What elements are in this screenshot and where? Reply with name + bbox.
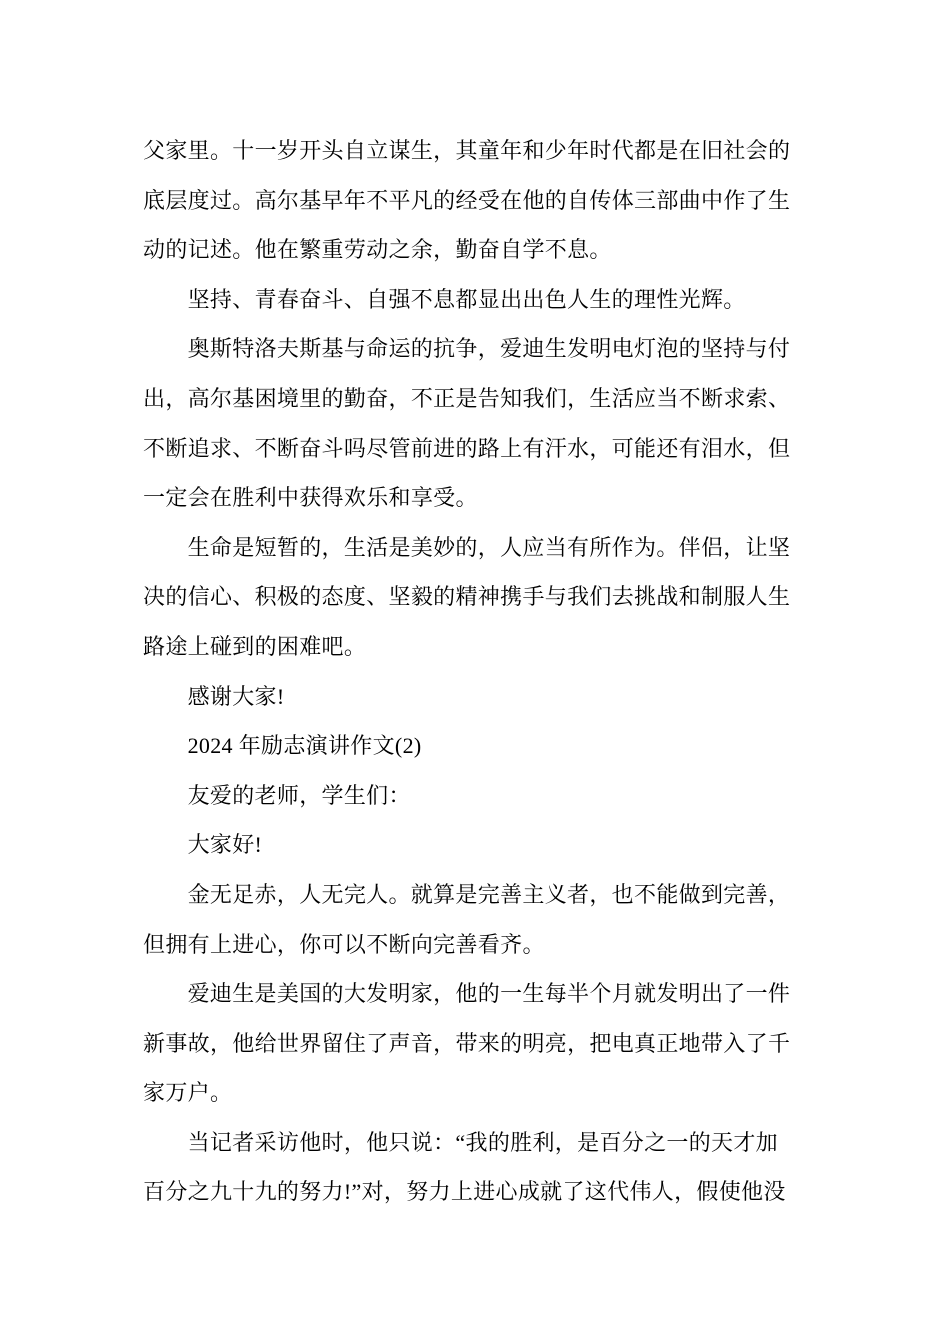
text-line: 2024 年励志演讲作文(2) <box>187 733 422 759</box>
text-line: 家万户。 <box>143 1080 233 1106</box>
paragraph <box>143 870 823 969</box>
salutation-paragraph <box>143 771 823 821</box>
paragraph <box>143 1118 823 1217</box>
text-line: 动的记述。他在繁重劳动之余，勤奋自学不息。 <box>143 237 612 263</box>
document-body <box>143 126 823 1217</box>
paragraph <box>143 324 823 522</box>
text-line: 爱迪生是美国的大发明家，他的一生每半个月就发明出了一件 <box>187 981 791 1007</box>
paragraph <box>143 672 823 722</box>
text-line: 新事故，他给世界留住了声音，带来的明亮，把电真正地带入了千 <box>143 1030 791 1056</box>
text-line: 金无足赤，人无完人。就算是完善主义者，也不能做到完善， <box>187 881 791 907</box>
text-line: 出，高尔基困境里的勤奋，不正是告知我们，生活应当不断求索、 <box>143 385 791 411</box>
text-line: 底层度过。高尔基早年不平凡的经受在他的自传体三部曲中作了生 <box>143 187 791 213</box>
text-line: 决的信心、积极的态度、坚毅的精神携手与我们去挑战和制服人生 <box>143 584 791 610</box>
text-line: 百分之九十九的努力!”对，努力上进心成就了这代伟人，假使他没 <box>143 1179 786 1205</box>
text-line: 大家好! <box>187 832 263 858</box>
paragraph <box>143 523 823 672</box>
paragraph <box>143 969 823 1118</box>
paragraph <box>143 820 823 870</box>
paragraph <box>143 126 823 275</box>
text-line: 感谢大家! <box>187 683 285 709</box>
text-line: 父家里。十一岁开头自立谋生，其童年和少年时代都是在旧社会的 <box>143 138 791 163</box>
essay-section-heading <box>143 721 823 771</box>
text-line: 生命是短暂的，生活是美妙的，人应当有所作为。伴侣，让坚 <box>187 534 791 560</box>
text-line: 不断追求、不断奋斗吗尽管前进的路上有汗水，可能还有泪水，但 <box>143 435 791 461</box>
text-line: 友爱的老师，学生们： <box>187 782 411 808</box>
text-line: 但拥有上进心，你可以不断向完善看齐。 <box>143 931 545 957</box>
text-line: 奥斯特洛夫斯基与命运的抗争，爱迪生发明电灯泡的坚持与付 <box>187 336 791 362</box>
text-line: 一定会在胜利中获得欢乐和享受。 <box>143 485 478 511</box>
text-line: 坚持、青春奋斗、自强不息都显出出色人生的理性光辉。 <box>187 286 746 312</box>
text-line: 路途上碰到的困难吧。 <box>143 633 367 659</box>
text-line: 当记者采访他时，他只说：“我的胜利，是百分之一的天才加 <box>187 1129 779 1155</box>
paragraph <box>143 275 823 325</box>
